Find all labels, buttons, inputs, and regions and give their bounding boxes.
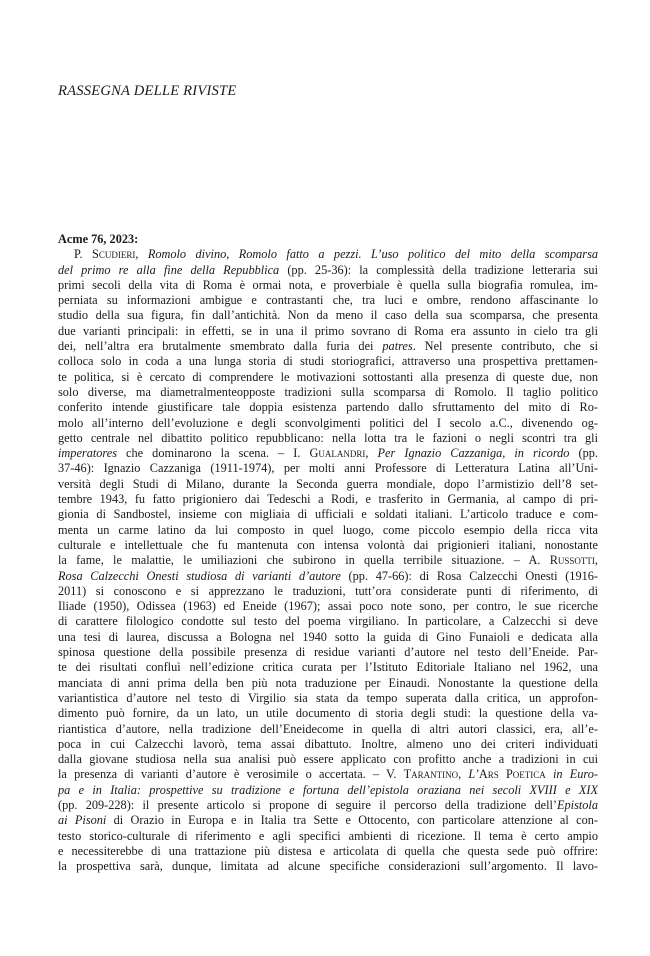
text-run: 37-46): Ignazio Cazzaniga (1911-1974), per molti anni Professore di Letteratura Latina all’Uni- — [58, 461, 598, 476]
italic-run: ai Pisoni — [58, 813, 107, 828]
text-run: 2011) si conoscono e si apprezzano le traduzioni, tutt’ora considerate punti di riferimento, di — [58, 583, 598, 598]
body-text — [58, 247, 598, 874]
italic-run: Romolo divino, Romolo fatto a pezzi. L’uso politico del mito della scomparsa — [147, 247, 598, 262]
text-run: dei, nell’altra era brutalmente smembrato dalla furia dei — [58, 339, 383, 354]
text-run: , — [458, 767, 469, 782]
text-line — [58, 706, 598, 721]
text-run: te dei risultati confluì nell’edizione critica curata per l’Istituto Editoriale Italiano nel 1962, una — [58, 660, 598, 675]
text-run: la prospettiva sarà, dunque, limitata ad alcune specifiche considerazioni sull’argomento. Il lavo- — [58, 859, 598, 874]
text-run: e necessiterebbe di una trattazione più distesa e articolata di quella che questa sede può offrire: — [58, 843, 598, 858]
text-line — [58, 844, 598, 859]
text-line — [58, 263, 598, 278]
section-heading: Acme 76, 2023: — [58, 232, 139, 246]
text-line — [58, 370, 598, 385]
text-line — [58, 385, 598, 400]
text-run: di carattere filologico condotte sul testo del poema virgiliano. In particolare, a Calzecchi si deve — [58, 614, 598, 629]
text-line — [58, 737, 598, 752]
text-line — [58, 339, 598, 354]
text-run: riantistica d’autore, nella tradizione dell’Eneidecome in quella di altri autori classici, era, all’e- — [58, 721, 598, 736]
italic-run: imperatores — [58, 446, 117, 461]
text-run: poca in cui Calzecchi lavorò, tema assai dibattuto. Inoltre, almeno uno dei criteri individuati — [58, 736, 598, 751]
text-line — [58, 507, 598, 522]
text-run: (pp. 209-228): il presente articolo si propone di seguire il percorso della tradizione dell’ — [58, 797, 557, 812]
text-line — [58, 767, 598, 782]
text-line — [58, 553, 598, 568]
text-run: Iliade (1950), Odissea (1963) ed Eneide (1967); assai poco note sono, per contro, le sue ricerche — [58, 599, 598, 614]
text-run: variantistica d’autore nel testo di Virgilio sia stata da tempo superata dalla critica, un approfon- — [58, 690, 598, 705]
text-run: gionia di Sandbostel, insieme con migliaia di ufficiali e soldati italiani. L’articolo traduce e com- — [58, 507, 598, 522]
text-run: molo all’interno dell’evoluzione e degli sconvolgimenti politici del I secolo a.C., divenendo og- — [58, 415, 598, 430]
text-run: (pp. 25-36): la complessità della tradizione letteraria sui — [279, 262, 598, 277]
text-line — [58, 584, 598, 599]
text-run: . Nel presente contributo, che si — [412, 339, 598, 354]
text-line — [58, 569, 598, 584]
text-line — [58, 722, 598, 737]
text-run: culturale e intellettuale che fu mantenuta con intensa volontà dai prigionieri italiani, nonostante — [58, 537, 598, 552]
text-line — [58, 308, 598, 323]
text-run: la fame, le malattie, le umiliazioni che subirono in quella terribile situazione. – A. — [58, 553, 550, 568]
text-run: dalla giovane studiosa nella sua analisi può essere applicato con profitto anche a tradizioni in cui — [58, 752, 598, 767]
text-run: dimento può fornire, da un lato, un utile documento di storia degli studi: la questione della va- — [58, 706, 598, 721]
text-run: di Orazio in Europa e in Italia tra Sette e Ottocento, con particolare attenzione al con- — [106, 813, 598, 828]
text-run: (pp. 47-66): di Rosa Calzecchi Onesti (1916- — [340, 568, 598, 583]
author-name: Gualandri — [309, 446, 366, 461]
text-run: spinosa questione della possibile presenza di residue varianti d’autore nel testo dell’Eneide. Par- — [58, 645, 598, 660]
text-run: versità degli Studi di Milano, durante la Seconda guerra mondiale, dopo l’armistizio dell’8 set- — [58, 476, 598, 491]
text-line — [58, 599, 598, 614]
text-line — [58, 752, 598, 767]
italic-run: Per Ignazio Cazzaniga, in ricordo — [377, 446, 570, 461]
text-line — [58, 798, 598, 813]
running-head: RASSEGNA DELLE RIVISTE — [58, 83, 237, 99]
text-run: solo diverse, ma diametralmenteopposte tradizioni sulla scomparsa di Romolo. Il taglio politico — [58, 384, 598, 399]
text-run: , — [365, 446, 378, 461]
text-line — [58, 431, 598, 446]
text-line — [58, 523, 598, 538]
italic-run: pa e in Italia: prospettive su tradizione e fortuna dell’epistola oraziana nei secoli XVIII e XIX — [58, 782, 598, 797]
italic-run: L’ — [468, 767, 479, 782]
author-name: Scudieri — [91, 247, 136, 262]
text-line — [58, 278, 598, 293]
text-run: testo storico-culturale di riferimento e agli specifici ambienti di ricezione. Il tema è certo ampio — [58, 828, 598, 843]
text-run: (pp. — [569, 446, 598, 461]
text-run: la presenza di varianti d’autore è verosimile o accertata. – V. — [58, 767, 404, 782]
text-line — [58, 416, 598, 431]
italic-run: in Euro- — [545, 767, 598, 782]
author-name: Ars Poetica — [478, 767, 546, 782]
text-line — [58, 630, 598, 645]
text-run: una tesi di laurea, discussa a Bologna nel 1940 sotto la guida di Gino Funaioli e dedicata alla — [58, 629, 598, 644]
text-run: te politica, si è cercato di comprendere le motivazioni sottostanti alla presenza di queste due, non — [58, 369, 598, 384]
text-line — [58, 247, 598, 262]
text-line — [58, 614, 598, 629]
text-run: perniata su informazioni ambigue e contrastanti che, tra luci e ombre, rendono affascinante lo — [58, 293, 598, 308]
text-run: manciata di anni prima della ben più nota traduzione per Einaudi. Nonostante la questione della — [58, 675, 598, 690]
text-line — [58, 660, 598, 675]
text-run: tembre 1943, fu fatto prigioniero dai Tedeschi a Rodi, e trasferito in Germania, al campo di pri- — [58, 492, 598, 507]
text-line — [58, 461, 598, 476]
text-line — [58, 324, 598, 339]
text-run: colloca solo in coda a una lunga storia di studi storiografici, attraverso una prospettiva prettamen- — [58, 354, 598, 369]
text-run: menta un carme latino da lui composto in quel luogo, come piccolo esempio della ricca vita — [58, 522, 598, 537]
text-run: primi secoli della vita di Roma è ormai nota, e proverbiale è quella sulla biografia romulea, im- — [58, 277, 598, 292]
italic-run: Epistola — [557, 797, 598, 812]
text-run: getto centrale nel dibattito politico repubblicano: nella lotta tra le fazioni o negli scontri tra gli — [58, 430, 598, 445]
text-run: P. — [74, 247, 92, 262]
text-line — [58, 446, 598, 461]
text-line — [58, 492, 598, 507]
text-line — [58, 293, 598, 308]
author-name: Russotti — [549, 553, 595, 568]
text-run: che dominarono la scena. – I. — [116, 446, 310, 461]
text-line — [58, 859, 598, 874]
text-line — [58, 676, 598, 691]
italic-run: del primo re alla fine della Repubblica — [58, 262, 280, 277]
text-run: , — [135, 247, 148, 262]
text-line — [58, 783, 598, 798]
author-name: Tarantino — [403, 767, 459, 782]
italic-run: patres — [382, 339, 413, 354]
text-line — [58, 354, 598, 369]
text-line — [58, 477, 598, 492]
text-run: conferito intende giustificare tale doppia esistenza partendo dallo sfruttamento del mito di Ro- — [58, 400, 598, 415]
text-run: due varianti principali: in effetti, se in una il primo sovrano di Roma era assunto in cielo tra gli — [58, 323, 598, 338]
article-body — [58, 232, 598, 874]
text-run: , — [594, 553, 598, 568]
text-line — [58, 691, 598, 706]
text-line — [58, 829, 598, 844]
italic-run: Rosa Calzecchi Onesti studiosa di varianti d’autore — [58, 568, 341, 583]
text-line — [58, 538, 598, 553]
text-line — [58, 645, 598, 660]
text-line — [58, 400, 598, 415]
text-line — [58, 813, 598, 828]
text-run: studio della sua figura, fin dall’antichità. Non da meno il caso della sua scomparsa, che presenta — [58, 308, 598, 323]
